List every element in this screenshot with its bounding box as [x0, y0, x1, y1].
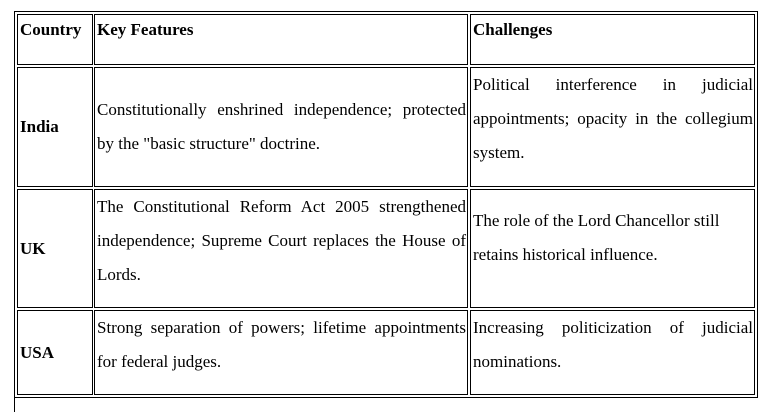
- row-uk-features: [94, 189, 468, 308]
- row-usa-features-text: Strong separation of powers; lifetime appointments for federal judges.: [97, 318, 466, 371]
- row-india-features: [94, 67, 468, 187]
- row-usa-country: [17, 310, 93, 395]
- row-usa-challenges: [470, 310, 755, 395]
- row-uk-country: [17, 189, 93, 308]
- header-challenges: [470, 14, 755, 65]
- header-key-features-label: Key Features: [97, 20, 194, 39]
- row-india-country: [17, 67, 93, 187]
- row-uk-country-label: UK: [20, 238, 46, 258]
- row-usa-features: [94, 310, 468, 395]
- row-uk-challenges: [470, 189, 755, 308]
- header-challenges-label: Challenges: [473, 20, 553, 39]
- header-country: [17, 14, 93, 65]
- row-usa-challenges-text: Increasing politicization of judicial nominations.: [473, 318, 753, 371]
- row-usa-country-label: USA: [20, 342, 55, 362]
- row-india-challenges: [470, 67, 755, 187]
- header-key-features: [94, 14, 468, 65]
- page-margin-line: [14, 398, 15, 412]
- row-uk-features-text: The Constitutional Reform Act 2005 strengthened independence; Supreme Court replaces the House of Lords.: [97, 197, 466, 284]
- row-uk-challenges-text: The role of the Lord Chancellor still retains historical influence.: [473, 211, 720, 264]
- row-india-features-text: Constitutionally enshrined independence; protected by the "basic structure" doctrine.: [97, 100, 466, 153]
- header-country-label: Country: [20, 20, 82, 39]
- row-india-challenges-text: Political interference in judicial appointments; opacity in the collegium system.: [473, 75, 753, 162]
- row-india-country-label: India: [20, 117, 59, 136]
